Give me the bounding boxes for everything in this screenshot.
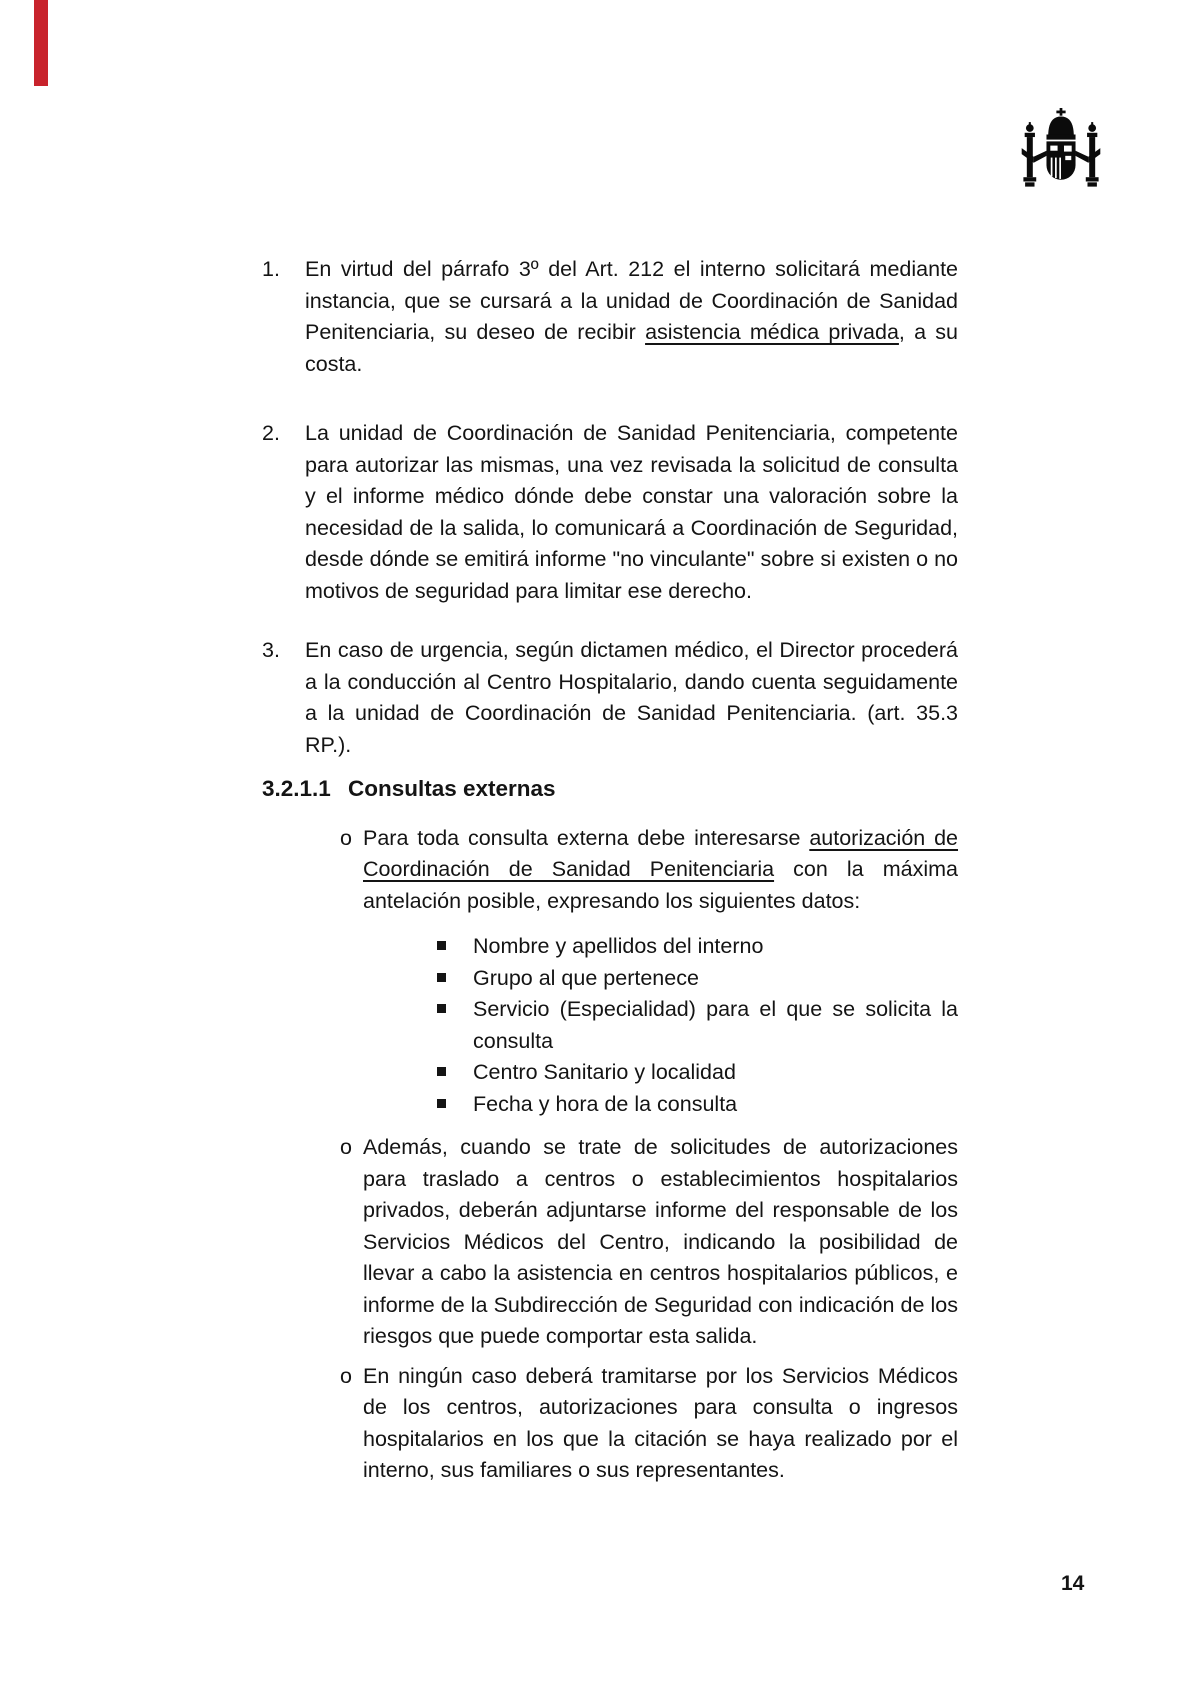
- item-number: 1.: [262, 257, 280, 281]
- square-bullet-item: [262, 994, 958, 1057]
- square-bullet-icon: [437, 931, 473, 963]
- bullet-text: Grupo al que pertenece: [473, 965, 699, 990]
- item-text: La unidad de Coordinación de Sanidad Penitenciaria, competente para autorizar las mismas, una vez revisada la solicitud de consulta y el informe médico dónde debe constar una valoración sobre la necesidad de la salida, lo comunicará a Coordinación de Seguridad, desde dónde se emitirá informe "no vinculante" sobre si existen o no motivos de seguridad para limitar ese derecho.: [305, 421, 958, 603]
- section-number: 3.2.1.1: [262, 776, 331, 801]
- square-bullet-item: [262, 1089, 958, 1121]
- bullet-text: Centro Sanitario y localidad: [473, 1060, 736, 1084]
- bullet-text: En ningún caso deberá tramitarse por los Servicios Médicos de los centros, autorizaciones para consulta o ingresos hospitalarios en los que la citación se haya realizado por el interno, sus familiares o sus representantes.: [363, 1363, 958, 1482]
- item-number: 3.: [262, 638, 280, 662]
- square-bullet-item: [262, 931, 958, 963]
- square-bullet-item: [262, 1057, 958, 1089]
- circle-bullet-2: [262, 1132, 958, 1353]
- bullet-text: Fecha y hora de la consulta: [473, 1091, 738, 1116]
- bullet-text: Servicio (Especialidad) para el que se solicita la consulta: [473, 997, 958, 1053]
- item-text: En caso de urgencia, según dictamen médico, el Director procederá a la conducción al Centro Hospitalario, dando cuenta seguidamente a la unidad de Coordinación de Sanidad Penitenciaria. (art. 35.3 RP.).: [305, 638, 958, 757]
- numbered-item-3: [262, 635, 958, 761]
- square-bullet-item: [262, 963, 958, 995]
- document-body: [262, 254, 958, 1487]
- spain-coat-of-arms-logo: [1014, 108, 1108, 202]
- item-number: 2.: [262, 421, 280, 445]
- circle-bullet-1: [262, 823, 958, 918]
- square-bullet-icon: [437, 1089, 473, 1121]
- numbered-item-1: [262, 254, 958, 380]
- numbered-item-2: [262, 418, 958, 607]
- item-text: En virtud del párrafo 3º del Art. 212 el interno solicitará mediante instancia, que se cursará a la unidad de Coordinación de Sanidad Penitenciaria, su deseo de recibir asistencia médica privada, a su costa.: [305, 257, 958, 376]
- section-heading: [262, 773, 958, 805]
- page-number: 14: [1061, 1572, 1085, 1595]
- square-bullet-icon: [437, 1057, 473, 1089]
- circle-bullet-marker: o: [340, 1135, 352, 1159]
- bullet-text: Además, cuando se trate de solicitudes de autorizaciones para traslado a centros o establecimientos hospitalarios privados, deberán adjuntarse informe del responsable de los Servicios Médicos del Centro, indicando la posibilidad de llevar a cabo la asistencia en centros hospitalarios públicos, e informe de la Subdirección de Seguridad con indicación de los riesgos que puede comportar esta salida.: [363, 1135, 958, 1348]
- circle-bullet-marker: o: [340, 825, 352, 850]
- circle-bullet-marker: o: [340, 1363, 352, 1388]
- square-bullet-list: [262, 931, 958, 1120]
- square-bullet-icon: [437, 963, 473, 995]
- circle-bullet-3: [262, 1361, 958, 1487]
- section-title: Consultas externas: [348, 776, 556, 801]
- bullet-text: Nombre y apellidos del interno: [473, 934, 764, 958]
- square-bullet-icon: [437, 994, 473, 1057]
- bullet-text: Para toda consulta externa debe interesarse autorización de Coordinación de Sanidad Penitenciaria con la máxima antelación posible, expresando los siguientes datos:: [363, 825, 959, 913]
- red-margin-mark: [34, 0, 48, 86]
